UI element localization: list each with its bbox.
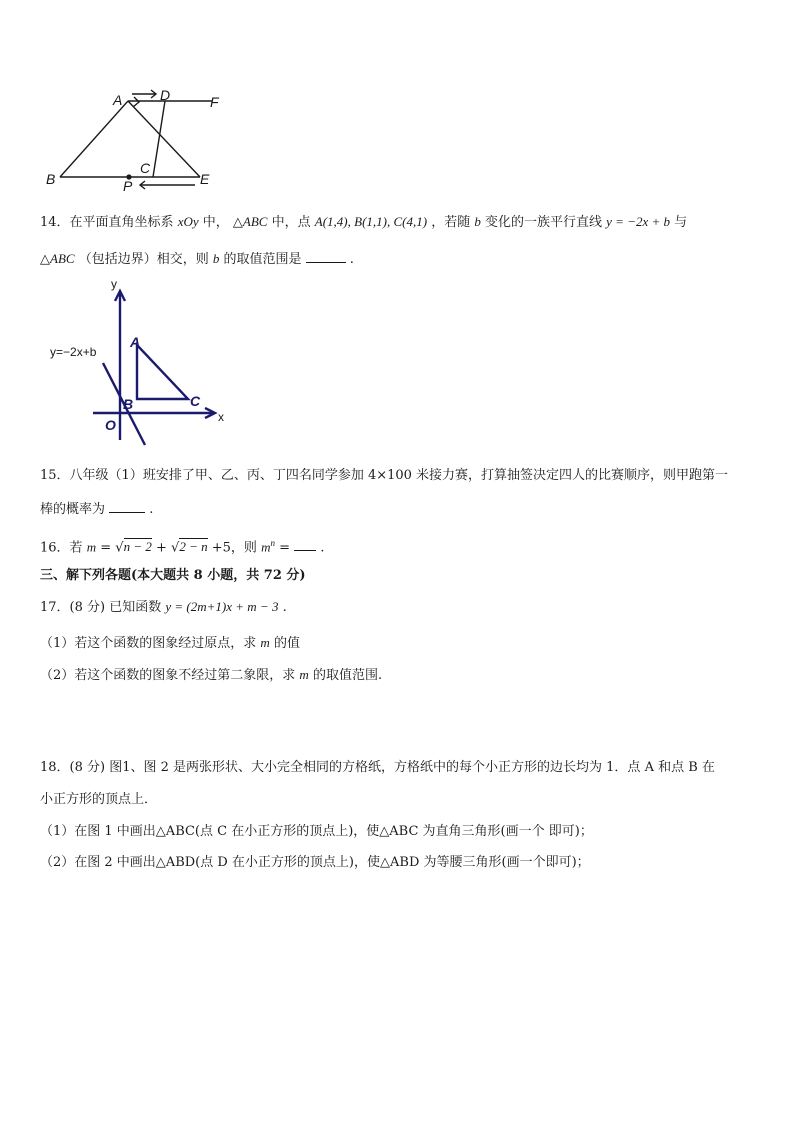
label-c: C — [140, 160, 151, 176]
sqrt-sign: √ — [171, 540, 180, 556]
label-d: D — [160, 87, 171, 103]
problem-18-line2: 小正方形的顶点上． — [40, 792, 158, 807]
problem-14-line1: 14．在平面直角坐标系 xOy 中， △ABC 中，点 A(1,4), B(1,1), C(4,1) ，若随 b 变化的一族平行直线 y = −2x + b 与 — [40, 214, 688, 230]
triangle-abc — [137, 345, 188, 399]
problem-18-line1: 18．(8 分) 图1、图 2 是两张形状、大小完全相同的方格纸，方格纸中的每个小正方形的边长均为 1．点 A 和点 B 在 — [40, 760, 715, 775]
segment-ab — [60, 101, 128, 177]
problem-17-part2: （2）若这个函数的图象不经过第二象限，求 m 的取值范围. — [40, 667, 383, 683]
label-a: A — [130, 334, 141, 350]
answer-blank[interactable] — [306, 248, 346, 263]
problem-18-part1: （1）在图 1 中画出△ABC(点 C 在小正方形的顶点上)，使△ABC 为直角三角形(画一个 即可)； — [40, 824, 593, 839]
right-angle-mark — [133, 97, 139, 107]
answer-blank[interactable] — [109, 498, 145, 513]
label-x: x — [218, 410, 224, 424]
problem-14-line2: △ABC （包括边界）相交，则 b 的取值范围是 . — [40, 248, 354, 270]
label-line: y=−2x+b — [50, 345, 97, 359]
sqrt-sign: √ — [115, 540, 124, 556]
problem-18-part2: （2）在图 2 中画出△ABD(点 D 在小正方形的顶点上)，使△ABD 为等腰三角形(画一个即可)； — [40, 855, 590, 870]
label-origin: O — [105, 417, 116, 433]
problem-15-line2: 棒的概率为 . — [40, 498, 153, 520]
section-heading: 三、解下列各题(本大题共 8 小题，共 72 分) — [40, 568, 306, 583]
label-p: P — [123, 178, 133, 194]
label-b: B — [46, 171, 56, 187]
answer-blank[interactable] — [294, 536, 316, 551]
label-e: E — [200, 171, 210, 187]
label-a: A — [113, 92, 123, 108]
label-b: B — [123, 396, 134, 412]
problem-15-line1: 15．八年级（1）班安排了甲、乙、丙、丁四名同学参加 4×100 米接力赛，打算抽签决定四人的比赛顺序，则甲跑第一 — [40, 468, 729, 483]
problem-17-part1: （1）若这个函数的图象经过原点，求 m 的值 — [40, 635, 300, 651]
figure-14 — [45, 275, 235, 450]
segment-ae — [128, 101, 200, 177]
figure-13 — [40, 85, 230, 195]
problem-17-head: 17．(8 分) 已知函数 y = (2m+1)x + m − 3 . — [40, 599, 287, 615]
label-y: y — [111, 277, 117, 291]
problem-16: 16．若 m = √n − 2 + √2 − n +5，则 $m^n$ = . — [40, 538, 325, 556]
label-f: F — [210, 94, 219, 110]
label-c: C — [190, 393, 201, 409]
